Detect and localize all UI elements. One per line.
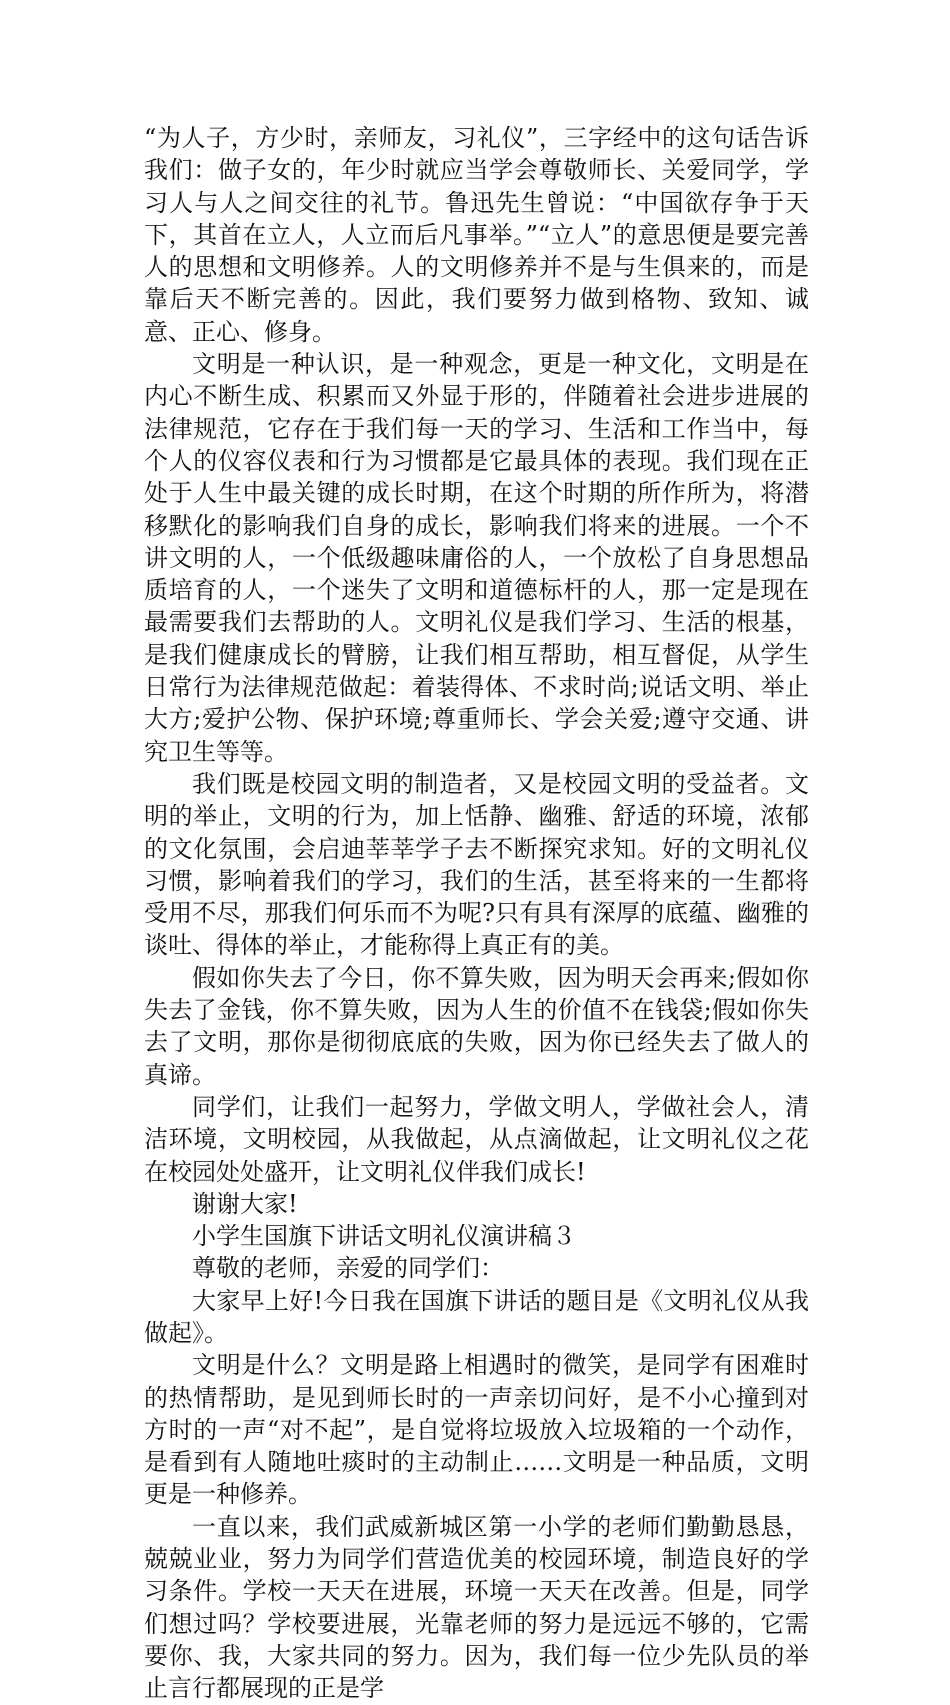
greeting-paragraph: 大家早上好!今日我在国旗下讲话的题目是《文明礼仪从我做起》。 (144, 1286, 809, 1347)
paragraph-2: 文明是一种认识，是一种观念，更是一种文化，文明是在内心不断生成、积累而又外显于形的，伴随着社会进步进展的法律规范，它存在于我们每一天的学习、生活和工作当中，每个人的仪容仪表和行为习惯都是它最具体的表现。我们现在正处于人生中最关键的成长时期，在这个时期的所作所为，将潜移默化的影响我们自身的成长，影响我们将来的进展。一个不讲文明的人，一个低级趣味庸俗的人，一个放松了自身思想品质培育的人，一个迷失了文明和道德标杆的人，那一定是现在最需要我们去帮助的人。文明礼仪是我们学习、生活的根基，是我们健康成长的臂膀，让我们相互帮助，相互督促，从学生日常行为法律规范做起：着装得体、不求时尚;说话文明、举止大方;爱护公物、保护环境;尊重师长、学会关爱;遵守交通、讲究卫生等等。 (144, 350, 809, 766)
salutation: 尊敬的老师，亲爱的同学们： (192, 1254, 504, 1283)
paragraph-1: “为人子，方少时，亲师友，习礼仪”，三字经中的这句话告诉我们：做子女的，年少时就应当学会尊敬师长、关爱同学，学习人与人之间交往的礼节。鲁迅先生曾说：“中国欲存争于天下，其首在立人，人立而后凡事举。”“立人”的意思便是要完善人的思想和文明修养。人的文明修养并不是与生俱来的，而是靠后天不断完善的。因此，我们要努力做到格物、致知、诚意、正心、修身。 (144, 124, 809, 346)
closing-thanks: 谢谢大家! (192, 1189, 298, 1218)
paragraph-3: 我们既是校园文明的制造者，又是校园文明的受益者。文明的举止，文明的行为，加上恬静、幽雅、舒适的环境，浓郁的文化氛围，会启迪莘莘学子去不断探究求知。好的文明礼仪习惯，影响着我们的学习，我们的生活，甚至将来的一生都将受用不尽，那我们何乐而不为呢?只有具有深厚的底蕴、幽雅的谈吐、得体的举止，才能称得上真正有的美。 (144, 769, 809, 960)
paragraph-11: 一直以来，我们武威新城区第一小学的老师们勤勤恳恳，兢兢业业，努力为同学们营造优美的校园环境，制造良好的学习条件。学校一天天在进展，环境一天天在改善。但是，同学们想过吗？学校要进展，光靠老师的努力是远远不够的，它需要你、我，大家共同的努力。因为，我们每一位少先队员的举止言行都展现的正是学 (144, 1512, 809, 1703)
paragraph-5: 同学们，让我们一起努力，学做文明人，学做社会人，清洁环境，文明校园，从我做起，从点滴做起，让文明礼仪之花在校园处处盛开，让文明礼仪伴我们成长! (144, 1092, 809, 1186)
paragraph-4: 假如你失去了今日，你不算失败，因为明天会再来;假如你失去了金钱，你不算失败，因为人生的价值不在钱袋;假如你失去了文明，那你是彻彻底底的失败，因为你已经失去了做人的真谛。 (144, 963, 809, 1089)
paragraph-10: 文明是什么？文明是路上相遇时的微笑，是同学有困难时的热情帮助，是见到师长时的一声亲切问好，是不小心撞到对方时的一声“对不起”，是自觉将垃圾放入垃圾箱的一个动作，是看到有人随地吐痰时的主动制止……文明是一种品质，文明更是一种修养。 (144, 1351, 809, 1509)
speech-title: 小学生国旗下讲话文明礼仪演讲稿３ (192, 1222, 576, 1251)
document-page (144, 122, 809, 1705)
